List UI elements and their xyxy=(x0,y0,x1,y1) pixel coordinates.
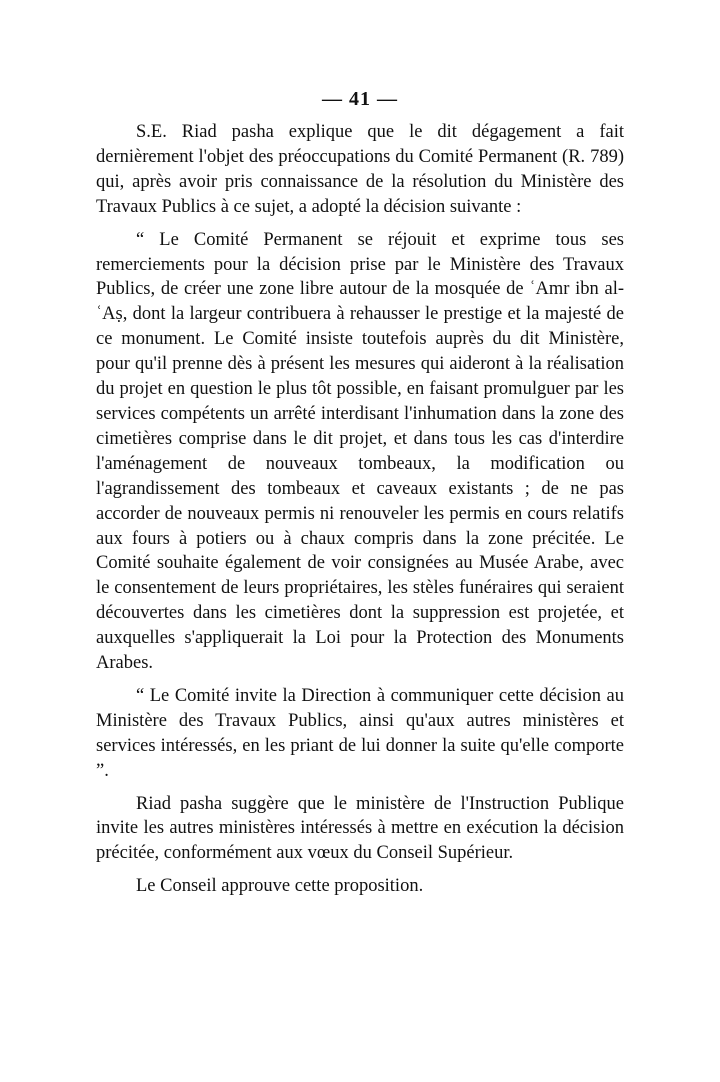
paragraph-comite-decision: “ Le Comité Permanent se réjouit et exprime tous ses remerciements pour la décision prise par le Ministère des Travaux Publics, de créer une zone libre autour de la mosquée de ʿAmr ibn al-ʿAṣ, dont la largeur contribuera à rehausser le prestige et la majesté de ce monument. Le Comité insiste toutefois auprès du dit Ministère, pour qu'il prenne dès à présent les mesures qui aideront à la réalisation du projet en question le plus tôt possible, en faisant promulguer par les services compétents un arrêté interdisant l'inhumation dans la zone des cimetières comprise dans le dit projet, et dans tous les cas d'interdire l'aménagement de nouveaux tombeaux, la modification ou l'agrandissement des tombeaux et caveaux existants ; de ne pas accorder de nouveaux permis ni renouveler les permis en cours relatifs aux fours à potiers ou à chaux compris dans la zone précitée. Le Comité souhaite également de voir consignées au Musée Arabe, avec le consentement de leurs propriétaires, les stèles funéraires qui seraient découvertes dans les cimetières dont la suppression est projetée, et auxquelles s'appliquerait la Loi pour la Protection des Monuments Arabes. xyxy=(96,229,624,674)
document-body xyxy=(96,120,624,899)
paragraph-riad-explanation: S.E. Riad pasha explique que le dit dégagement a fait dernièrement l'objet des préoccupations du Comité Permanent (R. 789) qui, après avoir pris connaissance de la résolution du Ministère des Travaux Publics à ce sujet, a adopté la décision suivante : xyxy=(96,122,624,217)
paragraph-riad-suggestion: Riad pasha suggère que le ministère de l'Instruction Publique invite les autres ministères intéressés à mettre en exécution la décision précitée, conformément aux vœux du Conseil Supérieur. xyxy=(96,793,624,864)
paragraph-conseil-approval: Le Conseil approuve cette proposition. xyxy=(136,876,424,897)
page-number: — 41 — xyxy=(322,88,398,110)
paragraph-comite-invitation: “ Le Comité invite la Direction à communiquer cette décision au Ministère des Travaux Publics, ainsi qu'aux autres ministères et services intéressés, en les priant de lui donner la suite qu'elle comporte ”. xyxy=(96,685,624,781)
